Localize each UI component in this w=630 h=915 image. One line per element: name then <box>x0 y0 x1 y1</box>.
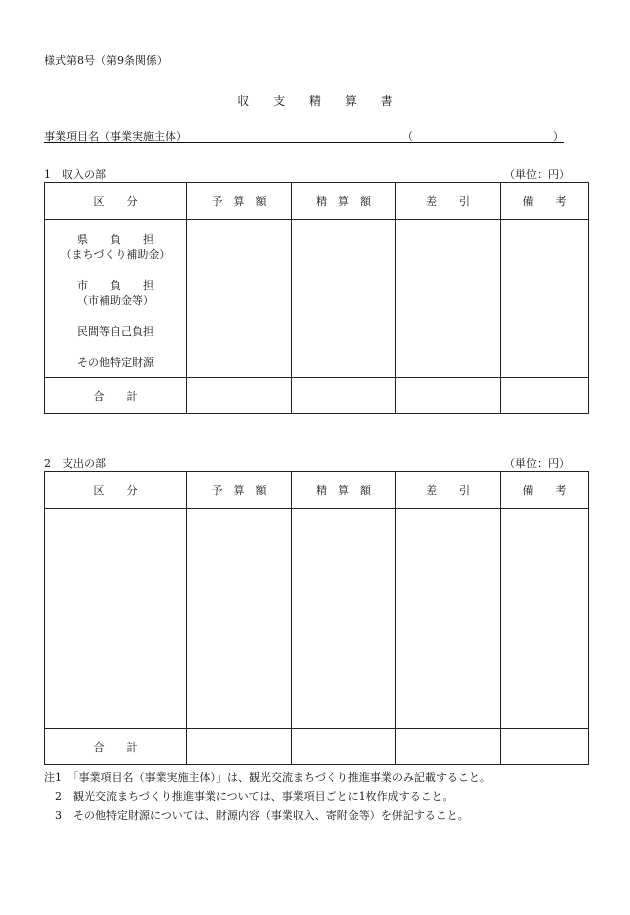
expense-items-cell[interactable] <box>45 509 187 729</box>
income-item-private: 民間等自己負担 <box>77 325 154 338</box>
note-1: 注1 「事業項目名（事業実施主体）」は、観光交流まちづくり推進事業のみ記載すること。 <box>44 771 491 784</box>
col-header-settlement: 精 算 額 <box>292 472 396 509</box>
expense-total-settlement[interactable] <box>292 729 396 765</box>
income-remarks-cell[interactable] <box>501 220 589 378</box>
note-2: 2 観光交流まちづくり推進事業については、事業項目ごとに1枚作成すること。 <box>44 790 454 803</box>
title-char: 算 <box>344 94 357 108</box>
income-total-label: 合 計 <box>45 378 187 414</box>
col-header-budget: 予 算 額 <box>187 472 292 509</box>
income-item-prefecture: 県 負 担 <box>77 233 154 246</box>
col-header-category: 区 分 <box>45 183 187 220</box>
expense-items-row <box>45 509 589 729</box>
title-char: 収 <box>237 94 250 108</box>
project-paren-open: （ <box>402 130 413 143</box>
expense-settlement-cell[interactable] <box>292 509 396 729</box>
note-3: 3 その他特定財源については、財源内容（事業収入、寄附金等）を併記すること。 <box>44 809 469 822</box>
income-budget-cell[interactable] <box>187 220 292 378</box>
income-difference-cell[interactable] <box>396 220 501 378</box>
expense-total-label: 合 計 <box>45 729 187 765</box>
form-number: 様式第8号（第9条関係） <box>44 54 168 67</box>
income-items-row <box>45 220 589 378</box>
col-header-budget: 予 算 額 <box>187 183 292 220</box>
project-name-field[interactable] <box>44 128 564 143</box>
expense-table <box>44 471 589 765</box>
col-header-remarks: 備 考 <box>501 183 589 220</box>
income-item-other: その他特定財源 <box>77 356 154 369</box>
income-items-cell <box>45 220 187 378</box>
notes <box>44 768 491 825</box>
expense-remarks-cell[interactable] <box>501 509 589 729</box>
income-total-remarks[interactable] <box>501 378 589 414</box>
expense-budget-cell[interactable] <box>187 509 292 729</box>
income-unit: （単位：円） <box>504 168 570 181</box>
title-char: 精 <box>308 94 321 108</box>
income-settlement-cell[interactable] <box>292 220 396 378</box>
col-header-difference: 差 引 <box>396 472 501 509</box>
title-char: 支 <box>273 94 286 108</box>
col-header-remarks: 備 考 <box>501 472 589 509</box>
income-table <box>44 182 589 414</box>
income-section-title: 1 収入の部 <box>44 168 106 181</box>
expense-total-remarks[interactable] <box>501 729 589 765</box>
expense-section-title: 2 支出の部 <box>44 457 106 470</box>
income-total-settlement[interactable] <box>292 378 396 414</box>
income-total-budget[interactable] <box>187 378 292 414</box>
col-header-settlement: 精 算 額 <box>292 183 396 220</box>
income-item-prefecture-note: （まちづくり補助金） <box>60 248 171 261</box>
expense-difference-cell[interactable] <box>396 509 501 729</box>
project-name-label: 事業項目名（事業実施主体） <box>44 130 187 143</box>
document-title <box>0 92 630 109</box>
project-paren-close: ） <box>553 130 564 143</box>
income-item-city: 市 負 担 <box>77 279 154 292</box>
income-item-city-note: （市補助金等） <box>77 294 154 307</box>
expense-total-difference[interactable] <box>396 729 501 765</box>
income-total-row <box>45 378 589 414</box>
expense-total-row <box>45 729 589 765</box>
expense-unit: （単位：円） <box>504 457 570 470</box>
title-char: 書 <box>380 94 393 108</box>
expense-total-budget[interactable] <box>187 729 292 765</box>
col-header-category: 区 分 <box>45 472 187 509</box>
expense-header-row <box>45 472 589 509</box>
col-header-difference: 差 引 <box>396 183 501 220</box>
income-header-row <box>45 183 589 220</box>
income-total-difference[interactable] <box>396 378 501 414</box>
